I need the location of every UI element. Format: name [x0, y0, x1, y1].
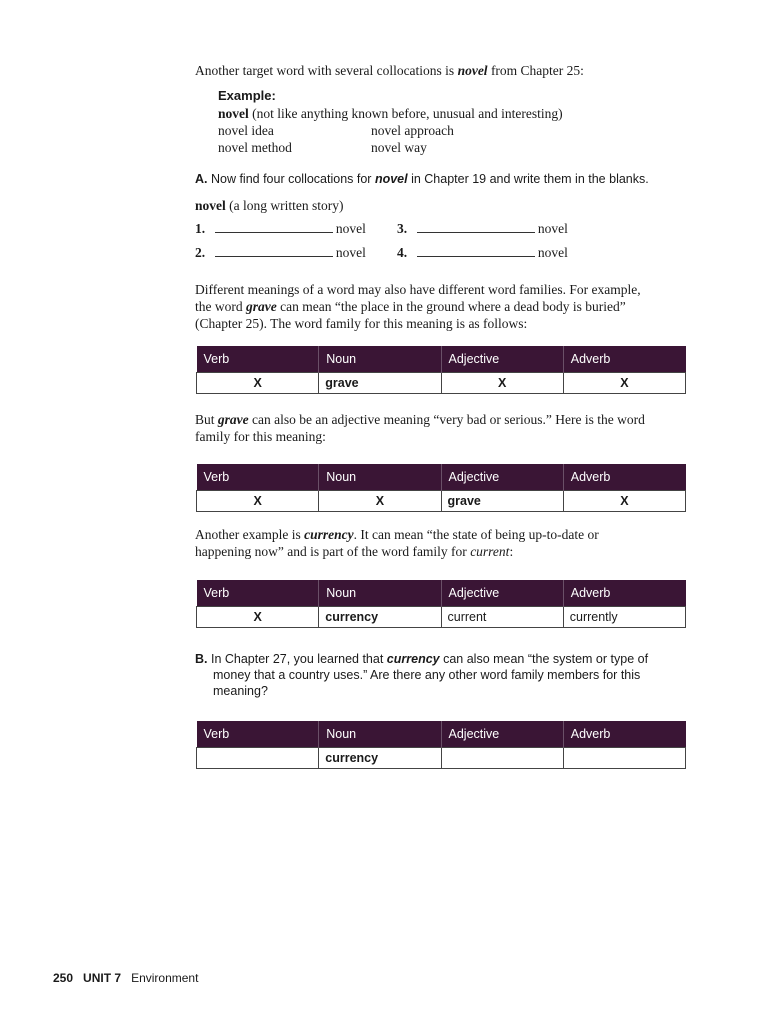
section-name: Environment — [131, 971, 199, 985]
exercise-b-instruction — [195, 651, 695, 699]
example-definition-text: (not like anything known before, unusual and interesting) — [248, 106, 563, 121]
cell-verb-blank[interactable] — [197, 748, 319, 769]
header-adjective: Adjective — [441, 580, 563, 607]
collocation-1: novel idea — [218, 123, 274, 138]
paragraph-line — [195, 411, 695, 428]
header-noun: Noun — [319, 580, 441, 607]
item-suffix: novel — [335, 221, 366, 236]
word-family-table-3 — [196, 580, 686, 628]
cell-noun: currency — [319, 607, 441, 628]
collocation-3: novel method — [218, 140, 292, 155]
exercise-b-text: In Chapter 27, you learned that — [207, 652, 387, 666]
header-adjective: Adjective — [441, 721, 563, 748]
exercise-a-word: novel — [374, 172, 408, 186]
paragraph-text: happening now” and is part of the word family for — [195, 544, 471, 559]
header-verb: Verb — [197, 721, 319, 748]
grave-adjective-paragraph — [195, 411, 695, 445]
currency-word: currency — [386, 652, 440, 666]
cell-verb: X — [197, 607, 319, 628]
item-suffix: novel — [537, 221, 568, 236]
header-verb: Verb — [197, 464, 319, 491]
paragraph-line: family for this meaning: — [195, 429, 326, 444]
header-adverb: Adverb — [563, 721, 685, 748]
answer-blank-1[interactable] — [215, 220, 333, 233]
answer-blank-2[interactable] — [215, 244, 333, 257]
exercise-a-headword-line — [195, 197, 344, 214]
header-adverb: Adverb — [563, 580, 685, 607]
example-definition — [218, 105, 563, 122]
paragraph-text: . It can mean “the state of being up-to-date or — [353, 527, 599, 542]
exercise-a-letter: A. — [195, 172, 208, 186]
cell-adjective: X — [441, 373, 563, 394]
paragraph-text: : — [509, 544, 514, 559]
exercise-b-line: money that a country uses.” Are there any other word family members for this — [213, 668, 641, 682]
cell-verb: X — [197, 491, 319, 512]
exercise-b-text: can also mean “the system or type of — [439, 652, 649, 666]
collocation-4: novel way — [371, 140, 427, 155]
blank-item-3 — [397, 220, 568, 237]
cell-noun: X — [319, 491, 441, 512]
header-adverb: Adverb — [563, 346, 685, 373]
exercise-b-line — [195, 651, 695, 667]
word-family-table-2 — [196, 464, 686, 512]
paragraph-line: Different meanings of a word may also have different word families. For example, — [195, 282, 641, 297]
blank-item-4 — [397, 244, 568, 261]
grave-word: grave — [246, 299, 277, 314]
cell-verb: X — [197, 373, 319, 394]
header-noun: Noun — [319, 346, 441, 373]
currency-paragraph — [195, 526, 695, 560]
cell-adverb-blank[interactable] — [563, 748, 685, 769]
exercise-a-text: Now find four collocations for — [207, 172, 375, 186]
exercise-a-text-end: in Chapter 19 and write them in the blanks. — [407, 172, 649, 186]
paragraph-line — [195, 526, 695, 543]
example-headword: novel — [218, 106, 249, 121]
cell-adverb: currently — [563, 607, 685, 628]
paragraph-text: can also be an adjective meaning “very bad or serious.” Here is the word — [248, 412, 645, 427]
cell-adverb: X — [563, 491, 685, 512]
exercise-b-line: meaning? — [213, 684, 268, 698]
header-adverb: Adverb — [563, 464, 685, 491]
paragraph-text: can mean “the place in the ground where a dead body is buried” — [276, 299, 626, 314]
currency-word: currency — [304, 527, 354, 542]
item-number: 3. — [397, 221, 408, 236]
header-noun: Noun — [319, 464, 441, 491]
paragraph-text: the word — [195, 299, 246, 314]
header-verb: Verb — [197, 580, 319, 607]
current-word: current — [470, 544, 510, 559]
collocation-2: novel approach — [371, 123, 454, 138]
item-number: 2. — [195, 245, 206, 260]
header-verb: Verb — [197, 346, 319, 373]
paragraph-text: Another example is — [195, 527, 305, 542]
cell-adverb: X — [563, 373, 685, 394]
item-number: 1. — [195, 221, 206, 236]
blank-item-1 — [195, 220, 366, 237]
grave-word: grave — [217, 412, 249, 427]
item-number: 4. — [397, 245, 408, 260]
word-family-table-1 — [196, 346, 686, 394]
header-adjective: Adjective — [441, 346, 563, 373]
cell-noun: grave — [319, 373, 441, 394]
header-noun: Noun — [319, 721, 441, 748]
word-family-table-4 — [196, 721, 686, 769]
intro-paragraph — [195, 62, 584, 79]
cell-adjective: current — [441, 607, 563, 628]
example-label: Example: — [218, 88, 276, 103]
blank-item-2 — [195, 244, 366, 261]
page-number: 250 — [53, 971, 74, 985]
intro-text: Another target word with several collocations is — [195, 63, 458, 78]
paragraph-text: But — [195, 412, 218, 427]
cell-adjective: grave — [441, 491, 563, 512]
exercise-b-letter: B. — [195, 652, 208, 666]
paragraph-line — [195, 298, 695, 315]
answer-blank-3[interactable] — [417, 220, 535, 233]
exercise-a-instruction — [195, 172, 649, 186]
paragraph-line: (Chapter 25). The word family for this meaning is as follows: — [195, 316, 528, 331]
exercise-a-definition: (a long written story) — [225, 198, 344, 213]
page-footer — [53, 971, 198, 985]
answer-blank-4[interactable] — [417, 244, 535, 257]
header-adjective: Adjective — [441, 464, 563, 491]
item-suffix: novel — [537, 245, 568, 260]
item-suffix: novel — [335, 245, 366, 260]
exercise-a-headword: novel — [195, 198, 226, 213]
paragraph-line — [195, 543, 695, 560]
intro-text-end: from Chapter 25: — [487, 63, 584, 78]
cell-adjective-blank[interactable] — [441, 748, 563, 769]
cell-noun: currency — [319, 748, 441, 769]
grave-paragraph — [195, 281, 695, 332]
unit-label: UNIT 7 — [83, 971, 122, 985]
target-word: novel — [457, 63, 488, 78]
